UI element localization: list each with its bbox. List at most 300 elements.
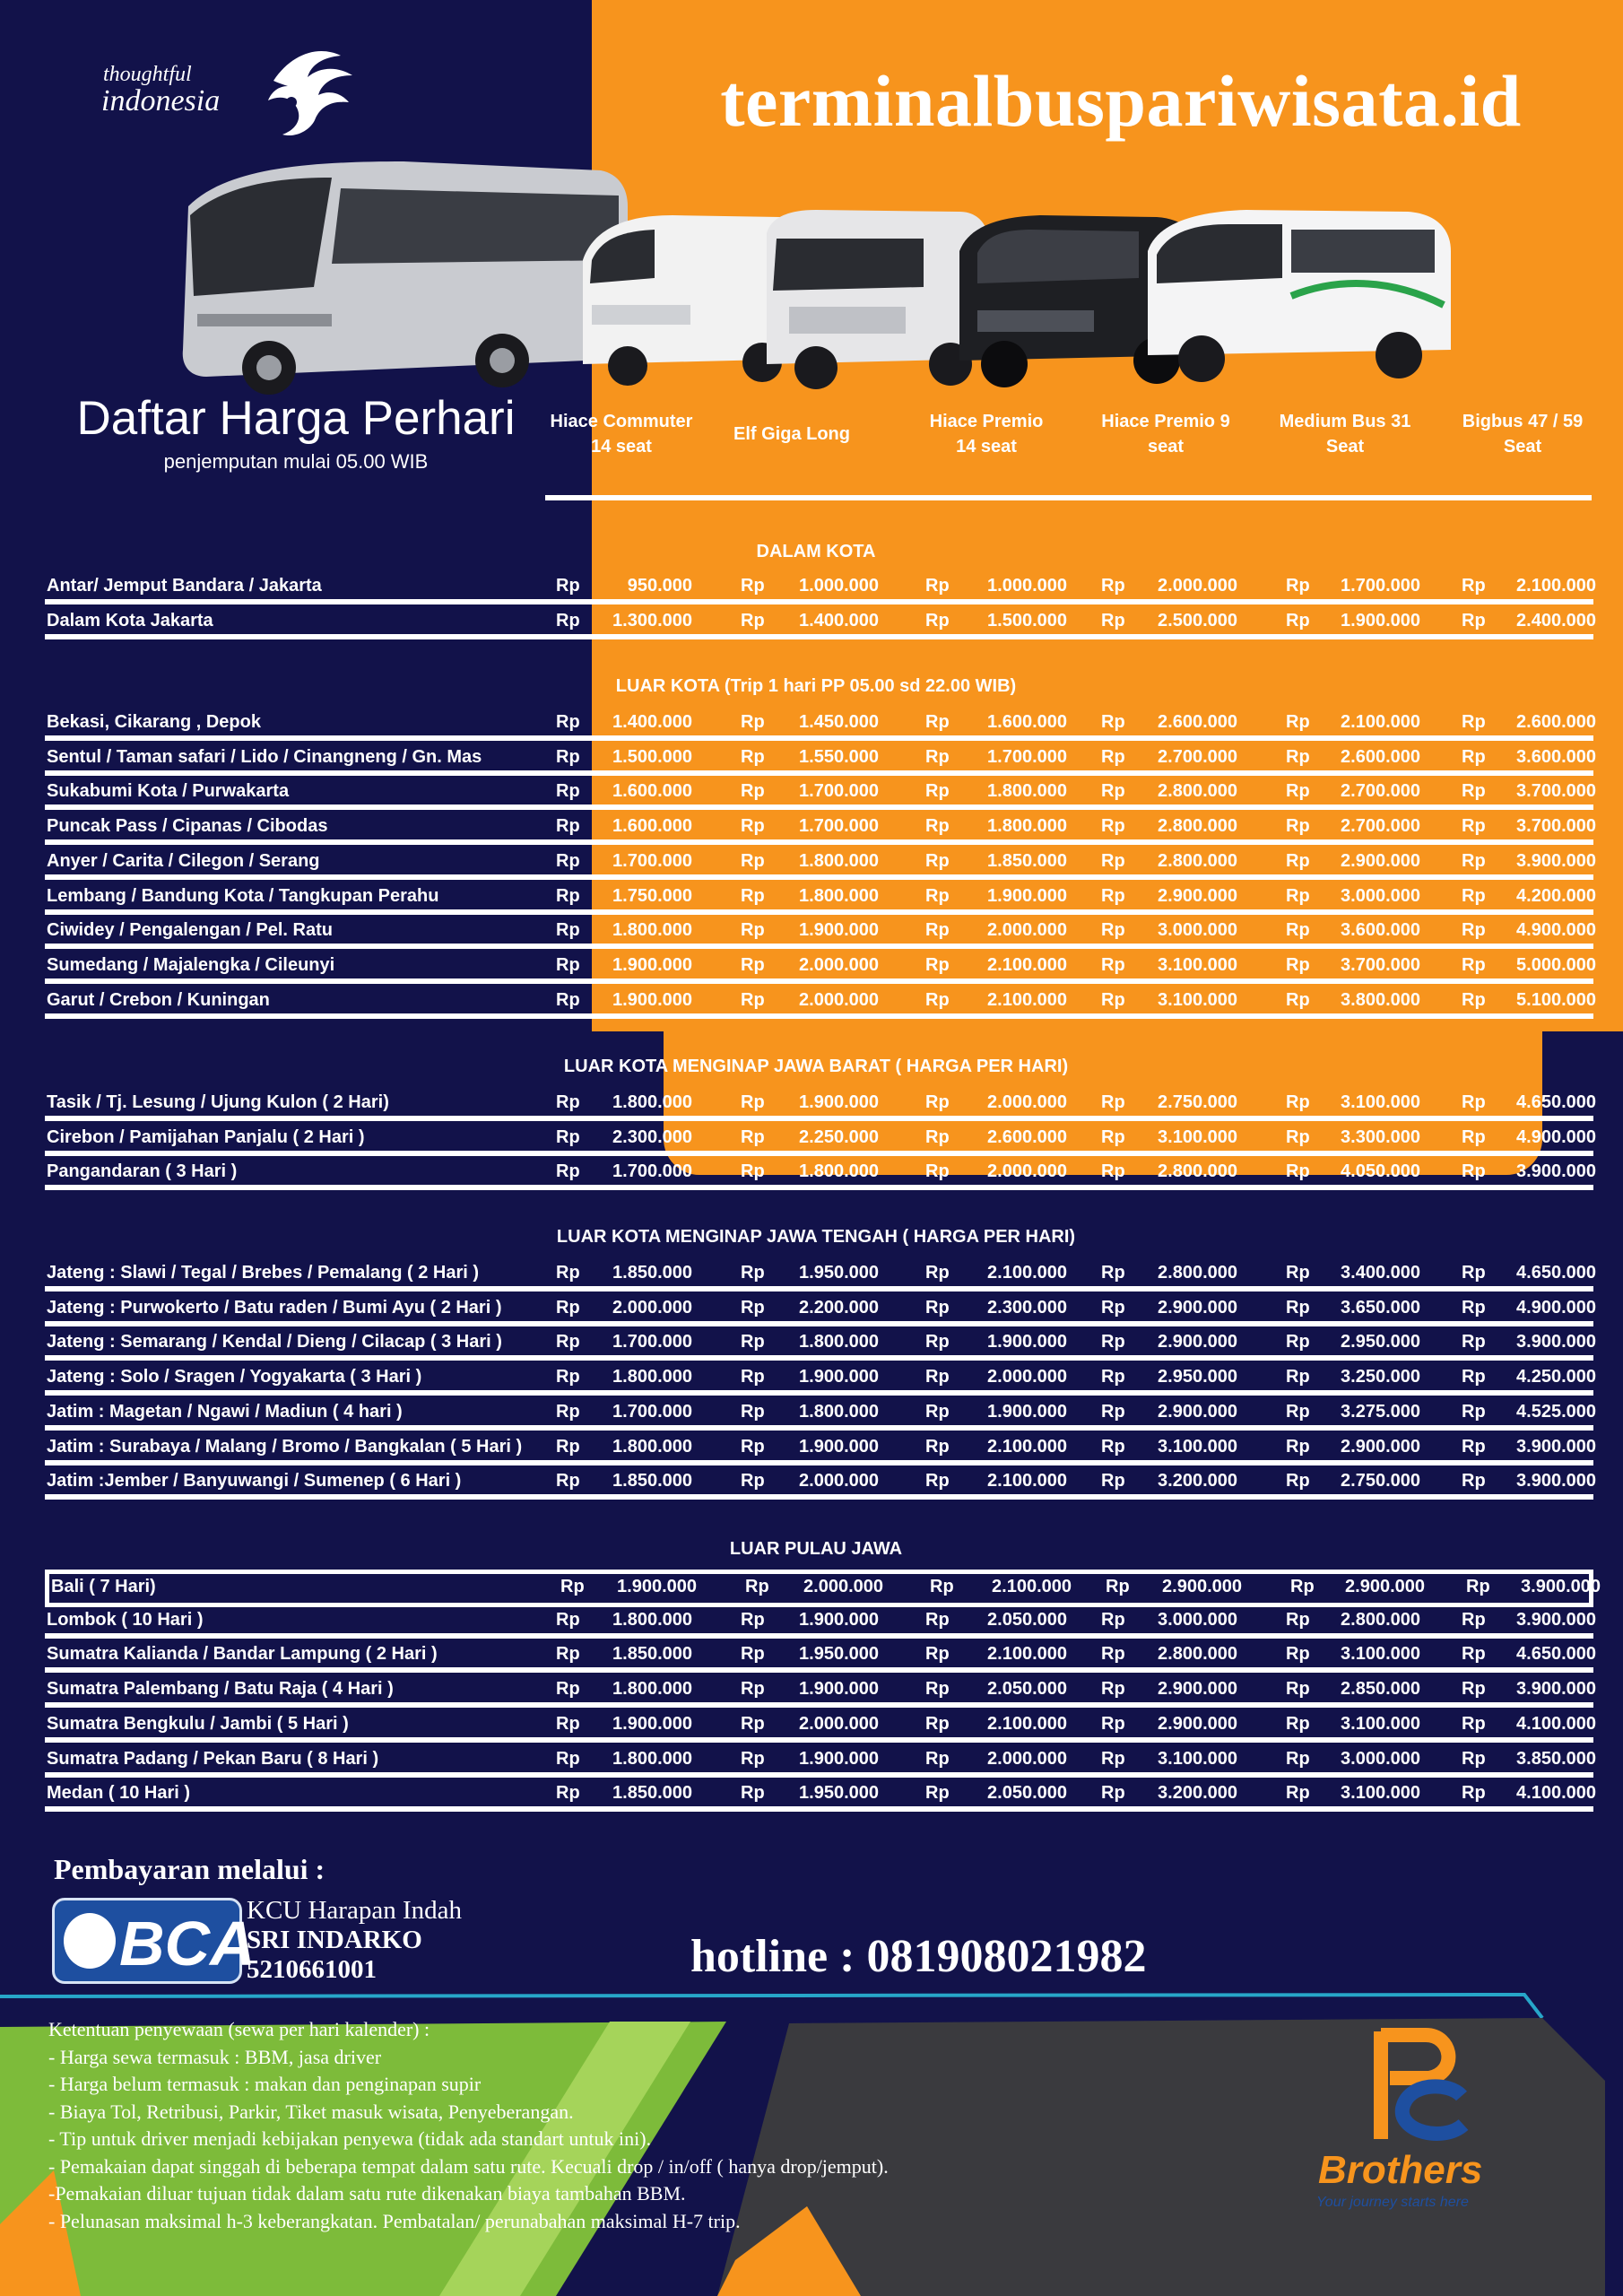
- currency-label: Rp: [925, 576, 950, 596]
- currency-label: Rp: [925, 989, 950, 1010]
- price-value: 3.900.000: [1516, 1679, 1596, 1700]
- price-value: 2.900.000: [1158, 885, 1237, 906]
- price-value: 4.525.000: [1516, 1401, 1596, 1422]
- price-row: [45, 1639, 1596, 1673]
- route-name: Sumatra Bengkulu / Jambi ( 5 Hari ): [47, 1713, 349, 1734]
- price-value: 2.900.000: [1158, 1297, 1237, 1318]
- price-value: 1.800.000: [612, 1092, 692, 1112]
- currency-label: Rp: [560, 1577, 585, 1596]
- currency-label: Rp: [1286, 746, 1310, 767]
- price-value: 3.000.000: [1158, 920, 1237, 941]
- price-value: 3.800.000: [1341, 989, 1420, 1010]
- price-value: 2.800.000: [1341, 1609, 1420, 1630]
- currency-label: Rp: [741, 746, 765, 767]
- price-value: 1.600.000: [612, 816, 692, 837]
- currency-label: Rp: [741, 1092, 765, 1112]
- route-name: Anyer / Carita / Cilegon / Serang: [47, 850, 320, 871]
- price-value: 2.100.000: [987, 1263, 1067, 1283]
- currency-label: Rp: [1462, 610, 1486, 631]
- price-value: 2.800.000: [1158, 1644, 1237, 1665]
- currency-label: Rp: [556, 1783, 580, 1804]
- price-value: 2.000.000: [803, 1577, 883, 1596]
- vehicles-illustration: [170, 152, 1471, 413]
- price-value: 2.000.000: [799, 954, 879, 975]
- currency-label: Rp: [1286, 1644, 1310, 1665]
- price-value: 1.900.000: [799, 1679, 879, 1700]
- route-name: Jateng : Slawi / Tegal / Brebes / Pemalang ( 2 Hari ): [47, 1263, 480, 1283]
- bca-wordmark: BCA: [119, 1909, 256, 1979]
- price-value: 2.750.000: [1158, 1092, 1237, 1112]
- price-value: 3.850.000: [1516, 1748, 1596, 1769]
- price-value: 2.000.000: [799, 1713, 879, 1734]
- route-name: Garut / Crebon / Kuningan: [47, 989, 270, 1010]
- currency-label: Rp: [741, 576, 765, 596]
- currency-label: Rp: [925, 1332, 950, 1352]
- currency-label: Rp: [1462, 1332, 1486, 1352]
- currency-label: Rp: [556, 885, 580, 906]
- brothers-logo-icon: [1363, 2022, 1488, 2148]
- route-name: Sentul / Taman safari / Lido / Cinangneng / Gn. Mas: [47, 746, 482, 767]
- price-row: [45, 1396, 1596, 1431]
- route-name: Jatim :Jember / Banyuwangi / Sumenep ( 6 Hari ): [47, 1471, 462, 1492]
- price-row: [45, 1156, 1596, 1190]
- price-value: 1.800.000: [987, 816, 1067, 837]
- price-value: 2.700.000: [1341, 816, 1420, 837]
- truck-icon-elf: [767, 210, 988, 389]
- route-name: Lombok ( 10 Hari ): [47, 1609, 204, 1630]
- terms-item: - Harga sewa termasuk : BBM, jasa driver: [48, 2045, 382, 2068]
- price-value: 4.250.000: [1516, 1367, 1596, 1387]
- price-row: [45, 915, 1596, 949]
- column-header-medium-bus: Medium Bus 31 Seat: [1279, 412, 1411, 457]
- price-value: 1.600.000: [612, 781, 692, 802]
- price-value: 2.600.000: [1516, 712, 1596, 732]
- price-value: 3.100.000: [1341, 1783, 1420, 1804]
- route-name: Tasik / Tj. Lesung / Ujung Kulon ( 2 Hari): [47, 1092, 389, 1112]
- price-value: 2.000.000: [612, 1297, 692, 1318]
- price-value: 1.750.000: [612, 885, 692, 906]
- price-row: [45, 1709, 1596, 1743]
- price-value: 1.800.000: [612, 1436, 692, 1457]
- currency-label: Rp: [741, 1471, 765, 1492]
- price-value: 2.700.000: [1158, 746, 1237, 767]
- bank-branch: KCU Harapan Indah: [247, 1896, 462, 1925]
- currency-label: Rp: [556, 1297, 580, 1318]
- currency-label: Rp: [1462, 746, 1486, 767]
- currency-label: Rp: [556, 1401, 580, 1422]
- price-value: 2.000.000: [987, 1367, 1067, 1387]
- currency-label: Rp: [925, 1609, 950, 1630]
- currency-label: Rp: [1101, 885, 1125, 906]
- price-row: [45, 881, 1596, 915]
- currency-label: Rp: [925, 885, 950, 906]
- section-title: LUAR KOTA MENGINAP JAWA BARAT ( HARGA PER HARI): [563, 1057, 1069, 1076]
- currency-label: Rp: [925, 1644, 950, 1665]
- price-value: 2.950.000: [1158, 1367, 1237, 1387]
- currency-label: Rp: [556, 920, 580, 941]
- price-value: 1.800.000: [612, 1679, 692, 1700]
- currency-label: Rp: [1101, 920, 1125, 941]
- price-row: [45, 570, 1596, 604]
- currency-label: Rp: [741, 1161, 765, 1182]
- currency-label: Rp: [556, 1644, 580, 1665]
- price-value: 2.000.000: [987, 1748, 1067, 1769]
- price-value: 2.100.000: [992, 1577, 1072, 1596]
- price-value: 3.700.000: [1516, 816, 1596, 837]
- section-title: DALAM KOTA: [756, 542, 876, 561]
- currency-label: Rp: [1101, 610, 1125, 631]
- price-value: 3.900.000: [1516, 1436, 1596, 1457]
- currency-label: Rp: [556, 816, 580, 837]
- currency-label: Rp: [1101, 1297, 1125, 1318]
- price-value: 2.050.000: [987, 1783, 1067, 1804]
- price-value: 2.100.000: [987, 1713, 1067, 1734]
- currency-label: Rp: [1462, 576, 1486, 596]
- price-value: 1.900.000: [987, 1401, 1067, 1422]
- currency-label: Rp: [556, 1679, 580, 1700]
- currency-label: Rp: [745, 1577, 769, 1596]
- currency-label: Rp: [556, 1748, 580, 1769]
- currency-label: Rp: [556, 1713, 580, 1734]
- currency-label: Rp: [1101, 1783, 1125, 1804]
- currency-label: Rp: [1286, 712, 1310, 732]
- currency-label: Rp: [556, 954, 580, 975]
- price-row: [45, 742, 1596, 776]
- currency-label: Rp: [1462, 1644, 1486, 1665]
- price-value: 3.900.000: [1521, 1577, 1601, 1596]
- section-title: LUAR KOTA MENGINAP JAWA TENGAH ( HARGA PER HARI): [556, 1227, 1076, 1247]
- column-header-bigbus: Bigbus 47 / 59 Seat: [1462, 412, 1584, 457]
- currency-label: Rp: [1462, 954, 1486, 975]
- currency-label: Rp: [1101, 1471, 1125, 1492]
- terms-item: - Tip untuk driver menjadi kebijakan penyewa (tidak ada standart untuk ini).: [48, 2127, 652, 2150]
- route-name: Ciwidey / Pengalengan / Pel. Ratu: [47, 920, 333, 941]
- currency-label: Rp: [556, 712, 580, 732]
- price-value: 1.400.000: [612, 712, 692, 732]
- price-value: 3.700.000: [1516, 781, 1596, 802]
- price-value: 1.950.000: [799, 1783, 879, 1804]
- currency-label: Rp: [556, 1471, 580, 1492]
- price-value: 1.800.000: [612, 1609, 692, 1630]
- currency-label: Rp: [1101, 781, 1125, 802]
- currency-label: Rp: [1286, 781, 1310, 802]
- currency-label: Rp: [556, 1092, 580, 1112]
- price-row: [45, 605, 1596, 639]
- currency-label: Rp: [741, 1297, 765, 1318]
- currency-label: Rp: [741, 954, 765, 975]
- currency-label: Rp: [925, 746, 950, 767]
- price-value: 3.275.000: [1341, 1401, 1420, 1422]
- price-value: 1.800.000: [612, 1367, 692, 1387]
- currency-label: Rp: [1101, 1401, 1125, 1422]
- terms-heading: Ketentuan penyewaan (sewa per hari kalender) :: [48, 2018, 430, 2040]
- currency-label: Rp: [1462, 1679, 1486, 1700]
- price-row: [45, 1778, 1596, 1812]
- currency-label: Rp: [1286, 1297, 1310, 1318]
- price-value: 2.600.000: [1158, 712, 1237, 732]
- price-row: [45, 950, 1596, 984]
- route-name: Jateng : Solo / Sragen / Yogyakarta ( 3 Hari ): [47, 1367, 422, 1387]
- price-value: 3.300.000: [1341, 1126, 1420, 1147]
- price-value: 3.600.000: [1516, 746, 1596, 767]
- price-value: 1.500.000: [612, 746, 692, 767]
- rental-terms: [48, 2016, 889, 2235]
- currency-label: Rp: [1462, 781, 1486, 802]
- currency-label: Rp: [925, 1367, 950, 1387]
- currency-label: Rp: [1462, 1297, 1486, 1318]
- price-value: 1.900.000: [799, 1748, 879, 1769]
- price-value: 3.100.000: [1158, 954, 1237, 975]
- currency-label: Rp: [1101, 1713, 1125, 1734]
- price-row: [45, 1465, 1596, 1500]
- currency-label: Rp: [741, 1679, 765, 1700]
- price-value: 4.650.000: [1516, 1263, 1596, 1283]
- price-value: 1.800.000: [987, 781, 1067, 802]
- price-value: 2.700.000: [1341, 781, 1420, 802]
- price-value: 1.700.000: [612, 850, 692, 871]
- route-name: Cirebon / Pamijahan Panjalu ( 2 Hari ): [47, 1126, 365, 1147]
- price-value: 3.900.000: [1516, 1609, 1596, 1630]
- price-value: 1.000.000: [987, 576, 1067, 596]
- price-value: 2.250.000: [799, 1126, 879, 1147]
- currency-label: Rp: [1462, 1126, 1486, 1147]
- price-value: 2.100.000: [987, 1436, 1067, 1457]
- price-value: 2.000.000: [799, 1471, 879, 1492]
- currency-label: Rp: [556, 610, 580, 631]
- price-value: 4.900.000: [1516, 1297, 1596, 1318]
- section-title: LUAR PULAU JAWA: [729, 1539, 903, 1559]
- currency-label: Rp: [556, 1436, 580, 1457]
- currency-label: Rp: [741, 1332, 765, 1352]
- brothers-tagline: Your journey starts here: [1316, 2195, 1469, 2210]
- price-row: [45, 985, 1596, 1019]
- price-value: 1.900.000: [612, 954, 692, 975]
- price-row: [45, 1326, 1596, 1361]
- currency-label: Rp: [1462, 1783, 1486, 1804]
- column-header-hiace-premio-14: Hiace Premio 14 seat: [929, 412, 1044, 457]
- price-value: 2.300.000: [987, 1297, 1067, 1318]
- price-value: 2.100.000: [1341, 712, 1420, 732]
- price-value: 4.100.000: [1516, 1783, 1596, 1804]
- price-value: 1.700.000: [612, 1161, 692, 1182]
- currency-label: Rp: [741, 712, 765, 732]
- currency-label: Rp: [1286, 1126, 1310, 1147]
- price-value: 2.400.000: [1516, 610, 1596, 631]
- currency-label: Rp: [741, 816, 765, 837]
- price-value: 2.900.000: [1345, 1577, 1425, 1596]
- currency-label: Rp: [1101, 1748, 1125, 1769]
- price-row: [45, 1431, 1596, 1465]
- route-name: Jatim : Magetan / Ngawi / Madiun ( 4 hari ): [47, 1401, 403, 1422]
- van-icon-premio-white: [1148, 210, 1451, 382]
- currency-label: Rp: [1462, 1092, 1486, 1112]
- currency-label: Rp: [1101, 1436, 1125, 1457]
- terms-item: - Pemakaian dapat singgah di beberapa tempat dalam satu rute. Kecuali drop / in/off ( hanya drop/jemput).: [48, 2154, 889, 2178]
- currency-label: Rp: [741, 1609, 765, 1630]
- terms-item: - Pelunasan maksimal h-3 keberangkatan. Pembatalan/ perunabahan maksimal H-7 trip.: [48, 2209, 741, 2232]
- price-value: 2.800.000: [1158, 781, 1237, 802]
- route-name: Medan ( 10 Hari ): [47, 1783, 191, 1804]
- currency-label: Rp: [741, 1263, 765, 1283]
- price-row: [45, 1744, 1596, 1778]
- price-value: 3.700.000: [1341, 954, 1420, 975]
- currency-label: Rp: [925, 1748, 950, 1769]
- currency-label: Rp: [556, 576, 580, 596]
- logo-line1: thoughtful: [103, 63, 192, 86]
- price-value: 2.900.000: [1341, 850, 1420, 871]
- currency-label: Rp: [925, 1297, 950, 1318]
- price-value: 2.600.000: [987, 1126, 1067, 1147]
- currency-label: Rp: [925, 1263, 950, 1283]
- price-row: [45, 1122, 1596, 1156]
- currency-label: Rp: [925, 1092, 950, 1112]
- currency-label: Rp: [1462, 1609, 1486, 1630]
- currency-label: Rp: [1462, 1713, 1486, 1734]
- price-value: 2.900.000: [1158, 1332, 1237, 1352]
- price-value: 1.000.000: [799, 576, 879, 596]
- price-value: 3.100.000: [1158, 989, 1237, 1010]
- price-value: 1.800.000: [799, 1161, 879, 1182]
- currency-label: Rp: [1286, 1367, 1310, 1387]
- section-title: LUAR KOTA (Trip 1 hari PP 05.00 sd 22.00 WIB): [615, 676, 1017, 696]
- price-value: 3.900.000: [1516, 1161, 1596, 1182]
- bca-logo-icon: [52, 1898, 256, 1984]
- currency-label: Rp: [556, 1609, 580, 1630]
- price-value: 1.900.000: [987, 1332, 1067, 1352]
- price-value: 1.700.000: [987, 746, 1067, 767]
- price-value: 1.900.000: [617, 1577, 697, 1596]
- currency-label: Rp: [1286, 1263, 1310, 1283]
- price-row: [45, 707, 1596, 741]
- price-value: 4.900.000: [1516, 1126, 1596, 1147]
- price-value: 3.200.000: [1158, 1471, 1237, 1492]
- price-value: 3.650.000: [1341, 1297, 1420, 1318]
- currency-label: Rp: [556, 850, 580, 871]
- price-row: [45, 1087, 1596, 1121]
- currency-label: Rp: [1286, 610, 1310, 631]
- price-value: 4.650.000: [1516, 1644, 1596, 1665]
- price-value: 1.700.000: [612, 1332, 692, 1352]
- price-value: 2.900.000: [1158, 1713, 1237, 1734]
- price-value: 2.050.000: [987, 1609, 1067, 1630]
- currency-label: Rp: [1462, 1263, 1486, 1283]
- price-value: 2.800.000: [1158, 1161, 1237, 1182]
- currency-label: Rp: [1462, 1748, 1486, 1769]
- price-value: 2.500.000: [1158, 610, 1237, 631]
- price-value: 2.800.000: [1158, 1263, 1237, 1283]
- price-value: 2.100.000: [987, 1644, 1067, 1665]
- price-value: 3.100.000: [1341, 1644, 1420, 1665]
- currency-label: Rp: [1101, 816, 1125, 837]
- currency-label: Rp: [1101, 746, 1125, 767]
- currency-label: Rp: [930, 1577, 954, 1596]
- currency-label: Rp: [1101, 1092, 1125, 1112]
- price-value: 1.800.000: [799, 850, 879, 871]
- price-row: [45, 811, 1596, 845]
- currency-label: Rp: [1101, 1161, 1125, 1182]
- price-value: 1.900.000: [799, 1367, 879, 1387]
- currency-label: Rp: [925, 954, 950, 975]
- price-value: 1.900.000: [612, 1713, 692, 1734]
- route-name: Jatim : Surabaya / Malang / Bromo / Bangkalan ( 5 Hari ): [47, 1436, 523, 1457]
- currency-label: Rp: [741, 850, 765, 871]
- route-name: Sumatra Kalianda / Bandar Lampung ( 2 Hari ): [47, 1644, 438, 1665]
- bca-emblem: [64, 1913, 116, 1969]
- price-value: 1.600.000: [987, 712, 1067, 732]
- price-list-subtitle: penjemputan mulai 05.00 WIB: [163, 450, 429, 473]
- bus-icon: [183, 161, 628, 395]
- price-value: 1.450.000: [799, 712, 879, 732]
- currency-label: Rp: [1101, 1679, 1125, 1700]
- currency-label: Rp: [556, 1263, 580, 1283]
- price-value: 3.250.000: [1341, 1367, 1420, 1387]
- column-header-hiace-commuter: Hiace Commuter 14 seat: [550, 412, 693, 457]
- price-value: 1.900.000: [799, 1609, 879, 1630]
- currency-label: Rp: [925, 850, 950, 871]
- price-value: 1.500.000: [987, 610, 1067, 631]
- currency-label: Rp: [925, 781, 950, 802]
- currency-label: Rp: [1286, 1783, 1310, 1804]
- price-value: 1.400.000: [799, 610, 879, 631]
- price-value: 2.850.000: [1341, 1679, 1420, 1700]
- price-value: 2.900.000: [1162, 1577, 1242, 1596]
- price-value: 3.600.000: [1341, 920, 1420, 941]
- price-value: 1.900.000: [1341, 610, 1420, 631]
- price-value: 1.800.000: [799, 885, 879, 906]
- currency-label: Rp: [741, 1713, 765, 1734]
- currency-label: Rp: [741, 1783, 765, 1804]
- currency-label: Rp: [1101, 989, 1125, 1010]
- currency-label: Rp: [1286, 850, 1310, 871]
- currency-label: Rp: [741, 989, 765, 1010]
- currency-label: Rp: [1286, 1161, 1310, 1182]
- route-name: Bali ( 7 Hari): [51, 1577, 156, 1596]
- price-row: [45, 1257, 1596, 1292]
- route-name: Jateng : Semarang / Kendal / Dieng / Cilacap ( 3 Hari ): [47, 1332, 502, 1352]
- currency-label: Rp: [925, 1401, 950, 1422]
- currency-label: Rp: [1101, 576, 1125, 596]
- price-value: 2.000.000: [987, 1161, 1067, 1182]
- price-value: 2.800.000: [1158, 816, 1237, 837]
- price-value: 1.850.000: [612, 1783, 692, 1804]
- price-value: 2.100.000: [987, 954, 1067, 975]
- price-value: 3.100.000: [1158, 1436, 1237, 1457]
- currency-label: Rp: [1286, 885, 1310, 906]
- currency-label: Rp: [1462, 1436, 1486, 1457]
- header-divider: [545, 495, 1592, 500]
- price-value: 4.050.000: [1341, 1161, 1420, 1182]
- currency-label: Rp: [1462, 1401, 1486, 1422]
- currency-label: Rp: [741, 781, 765, 802]
- price-value: 1.900.000: [799, 1092, 879, 1112]
- currency-label: Rp: [1286, 816, 1310, 837]
- column-header-elf-giga-long: Elf Giga Long: [733, 424, 850, 444]
- currency-label: Rp: [556, 1126, 580, 1147]
- currency-label: Rp: [741, 610, 765, 631]
- currency-label: Rp: [556, 1367, 580, 1387]
- price-value: 950.000: [627, 576, 692, 596]
- price-value: 1.850.000: [612, 1471, 692, 1492]
- currency-label: Rp: [1101, 954, 1125, 975]
- price-value: 1.850.000: [987, 850, 1067, 871]
- route-name: Sumedang / Majalengka / Cileunyi: [47, 954, 335, 975]
- currency-label: Rp: [1101, 1263, 1125, 1283]
- logo-line2: indonesia: [101, 84, 221, 117]
- price-value: 1.900.000: [799, 1436, 879, 1457]
- price-value: 3.000.000: [1158, 1609, 1237, 1630]
- terms-item: - Biaya Tol, Retribusi, Parkir, Tiket masuk wisata, Penyeberangan.: [48, 2100, 574, 2123]
- currency-label: Rp: [1286, 1436, 1310, 1457]
